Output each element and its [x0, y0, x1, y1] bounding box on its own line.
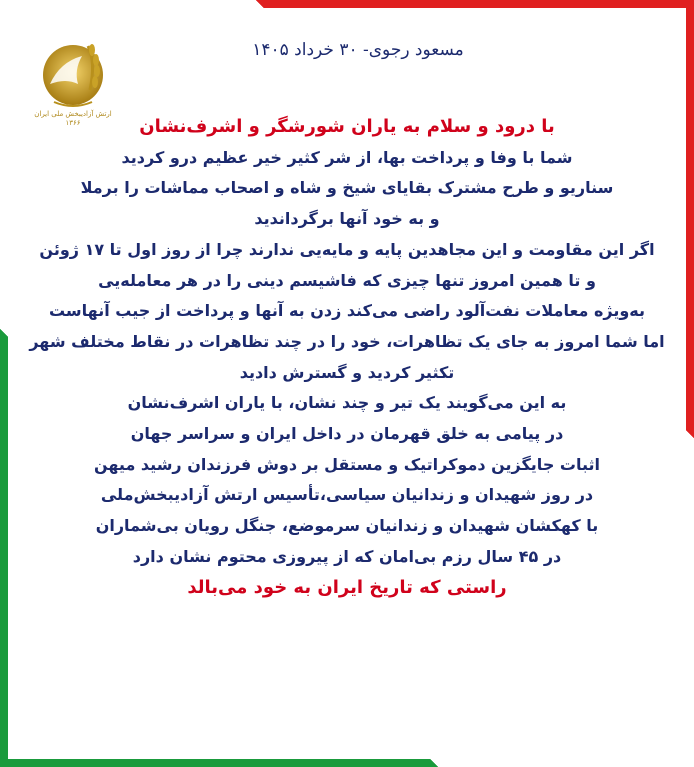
closing-line: راستی که تاریخ ایران به خود می‌بالد [187, 576, 507, 598]
greeting-line: با درود و سلام به یاران شورشگر و اشرف‌نشان [139, 116, 555, 137]
text-line: به‌ویژه معاملات نفت‌آلود راضی می‌کند زدن به آنها و پرداخت از جیب آنهاست [48, 301, 646, 321]
text-line: در ۴۵ سال رزم بی‌امان که از پیروزی محتوم نشان دارد [132, 546, 562, 566]
text-line: در پیامی به خلق قهرمان در داخل ایران و سراسر جهان [130, 424, 564, 444]
text-line: سناریو و طرح مشترک بقایای شیخ و شاه و اصحاب مماشات را برملا [80, 178, 614, 198]
text-line: و تا همین امروز تنها چیزی که فاشیسم دینی را در هر معامله‌یی [98, 270, 596, 290]
text-line: تکثیر کردید و گسترش دادید [239, 362, 455, 382]
logo-caption-year: ۱۳۶۶ [65, 119, 81, 127]
page-title: مسعود رجوی- ۳۰ خرداد ۱۴۰۵ [252, 40, 464, 60]
nla-logo [30, 32, 116, 118]
text-line: و به خود آنها برگرداندید [254, 209, 440, 229]
text-line: اما شما امروز به جای یک تظاهرات، خود را در چند تظاهرات در نقاط مختلف شهر [29, 331, 665, 351]
text-line: اگر این مقاومت و این مجاهدین پایه و مایه‌یی ندارند چرا از روز اول تا ۱۷ ژوئن [39, 239, 655, 259]
text-line: اثبات جایگزین دموکراتیک و مستقل بر دوش فرزندان رشید میهن [93, 454, 601, 474]
text-line: شما با وفا و پرداخت بها، از شر کثیر خیر عظیم درو کردید [121, 147, 573, 167]
message-body [28, 112, 666, 603]
text-line: با کهکشان شهیدان و زندانیان سرموضع، جنگل رویان بی‌شماران [95, 516, 599, 536]
wheat-emblem-icon [30, 32, 116, 118]
logo-caption-name: ارتش آزادیبخش ملی ایران [34, 110, 112, 118]
text-line: به این می‌گویند یک تیر و چند نشان، با یاران اشرف‌نشان [127, 393, 567, 413]
text-line: در روز شهیدان و زندانیان سیاسی،تأسیس ارتش آزادیبخش‌ملی [100, 485, 594, 505]
content-panel [8, 8, 686, 759]
